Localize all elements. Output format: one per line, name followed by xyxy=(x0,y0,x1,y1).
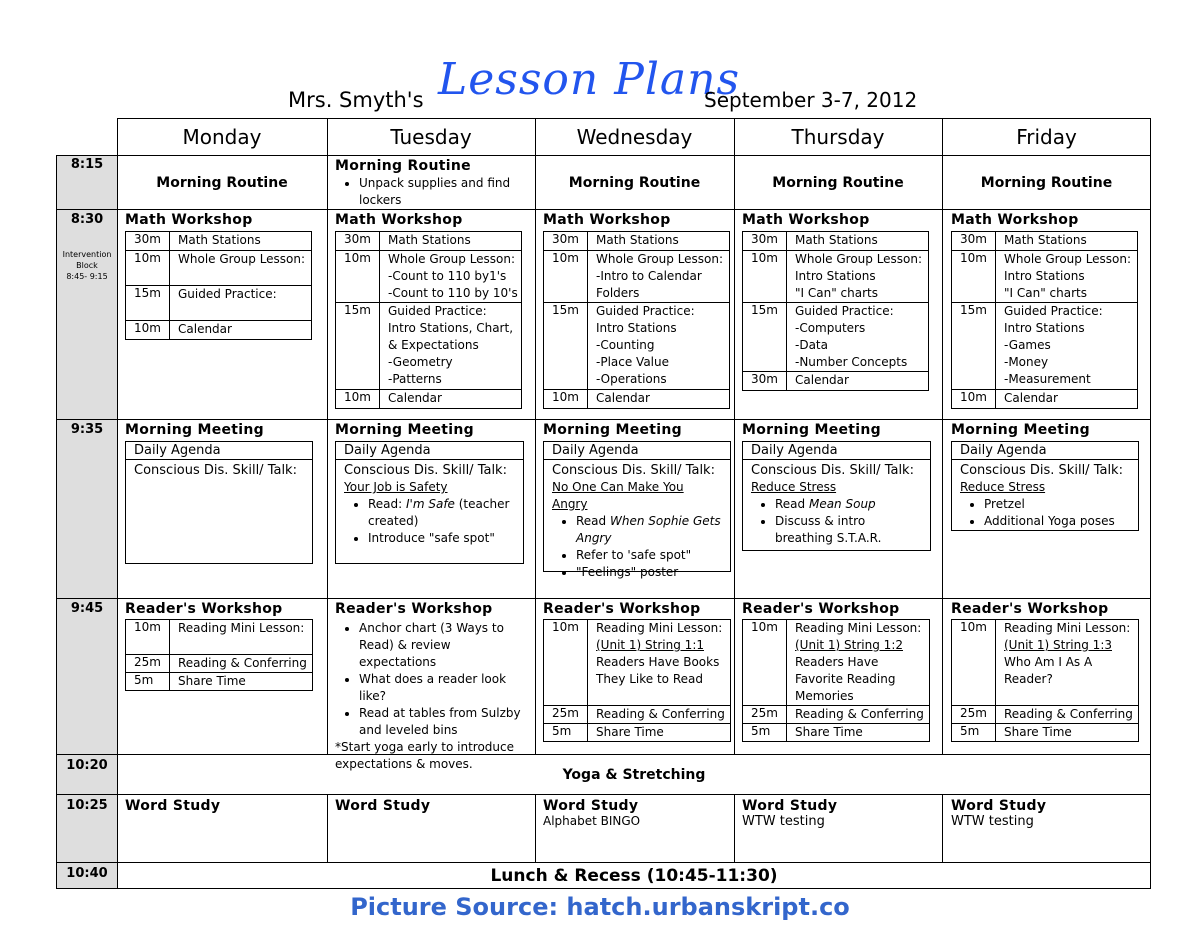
reader-heading-monday: Reader's Workshop xyxy=(125,601,283,617)
word-study-monday: Word Study xyxy=(125,798,221,814)
col-divider xyxy=(942,794,943,862)
day-friday: Friday xyxy=(1016,125,1077,149)
morning-routine-thursday: Morning Routine xyxy=(772,175,904,191)
lunch-recess: Lunch & Recess (10:45-11:30) xyxy=(490,866,778,886)
reader-table-thursday: 10m Reading Mini Lesson: (Unit 1) String 1:2 Readers Have Favorite Reading Memories 25m Reading & Conferring 5m Share Time xyxy=(742,619,930,742)
row-divider xyxy=(56,419,1151,420)
reader-notes-tuesday: • Anchor chart (3 Ways to Read) & review expectations • What does a reader look like? • Read at tables from Sulzby and leveled bins *Start yoga early to introduce expectations & moves. xyxy=(335,620,530,773)
col-divider xyxy=(734,794,735,862)
morning-routine-wednesday: Morning Routine xyxy=(568,175,701,191)
math-table-tuesday: 30m Math Stations 10m Whole Group Lesson: -Count to 110 by1's -Count to 110 by 10's 15m Guided Practice: Intro Stations, Chart, & Expectations -Geometry -Patterns 10m Calendar xyxy=(335,231,522,409)
col-divider xyxy=(327,794,328,862)
col-divider xyxy=(734,118,735,754)
week-dates: September 3-7, 2012 xyxy=(704,88,918,112)
meeting-box-monday: Daily Agenda Conscious Dis. Skill/ Talk: xyxy=(125,441,313,564)
time-label: 8:30 xyxy=(70,212,104,227)
reader-table-friday: 10m Reading Mini Lesson: (Unit 1) String 1:3 Who Am I As A Reader? 25m Reading & Conferring 5m Share Time xyxy=(951,619,1139,742)
time-label: 8:15 xyxy=(70,157,104,172)
morning-routine-tuesday: Morning Routine • Unpack supplies and find lockers xyxy=(335,158,530,209)
row-divider xyxy=(56,209,1151,210)
row-divider xyxy=(56,862,1151,863)
col-divider xyxy=(327,118,328,754)
morning-routine-friday: Morning Routine xyxy=(980,175,1113,191)
row-divider xyxy=(56,754,1151,755)
day-monday: Monday xyxy=(182,125,262,149)
math-heading-monday: Math Workshop xyxy=(125,212,253,228)
day-tuesday: Tuesday xyxy=(390,125,472,149)
math-heading-tuesday: Math Workshop xyxy=(335,212,463,228)
yoga-stretching: Yoga & Stretching xyxy=(562,767,706,783)
day-thursday: Thursday xyxy=(791,125,885,149)
math-table-thursday: 30m Math Stations 10m Whole Group Lesson: Intro Stations "I Can" charts 15m Guided Practice: -Computers -Data -Number Concepts 30m Calendar xyxy=(742,231,929,391)
intervention-label: Intervention Block 8:45- 9:15 xyxy=(62,250,112,281)
reader-heading-wednesday: Reader's Workshop xyxy=(543,601,701,617)
meeting-box-thursday: Daily Agenda Conscious Dis. Skill/ Talk: Reduce Stress • Read Mean Soup • Discuss & intro breathing S.T.A.R. xyxy=(742,441,931,551)
picture-source: Picture Source: hatch.urbanskript.co xyxy=(350,893,850,921)
time-label: 10:25 xyxy=(66,798,108,813)
math-table-monday: 30m Math Stations 10m Whole Group Lesson: 15m Guided Practice: 10m Calendar xyxy=(125,231,312,340)
time-label: 10:40 xyxy=(66,866,108,881)
math-table-wednesday: 30m Math Stations 10m Whole Group Lesson: -Intro to Calendar Folders 15m Guided Practice: Intro Stations -Counting -Place Value -Operations 10m Calendar xyxy=(543,231,730,409)
time-label: 10:20 xyxy=(66,758,108,773)
meeting-box-friday: Daily Agenda Conscious Dis. Skill/ Talk: Reduce Stress • Pretzel • Additional Yoga poses xyxy=(951,441,1139,531)
word-study-wednesday: Word Study Alphabet BINGO xyxy=(543,798,641,828)
meeting-heading-thursday: Morning Meeting xyxy=(742,422,881,438)
meeting-box-wednesday: Daily Agenda Conscious Dis. Skill/ Talk: No One Can Make You Angry • Read When Sophie Gets Angry • Refer to 'safe spot" • "Feelings" poster xyxy=(543,441,731,572)
word-study-friday: Word Study WTW testing xyxy=(951,798,1047,829)
reader-table-monday: 10m Reading Mini Lesson: 25m Reading & Conferring 5m Share Time xyxy=(125,619,313,691)
meeting-box-tuesday: Daily Agenda Conscious Dis. Skill/ Talk: Your Job is Safety • Read: I'm Safe (teacher created) • Introduce "safe spot" xyxy=(335,441,524,564)
word-study-thursday: Word Study WTW testing xyxy=(742,798,838,829)
math-heading-friday: Math Workshop xyxy=(951,212,1079,228)
meeting-heading-tuesday: Morning Meeting xyxy=(335,422,474,438)
reader-table-wednesday: 10m Reading Mini Lesson: (Unit 1) String 1:1 Readers Have Books They Like to Read 25m Reading & Conferring 5m Share Time xyxy=(543,619,731,742)
time-label: 9:35 xyxy=(70,422,104,437)
reader-heading-friday: Reader's Workshop xyxy=(951,601,1109,617)
page-title: Lesson Plans xyxy=(438,54,741,105)
row-divider xyxy=(56,598,1151,599)
math-heading-wednesday: Math Workshop xyxy=(543,212,671,228)
meeting-heading-monday: Morning Meeting xyxy=(125,422,264,438)
day-wednesday: Wednesday xyxy=(576,125,693,149)
meeting-heading-wednesday: Morning Meeting xyxy=(543,422,682,438)
time-label: 9:45 xyxy=(70,601,104,616)
math-table-friday: 30m Math Stations 10m Whole Group Lesson: Intro Stations "I Can" charts 15m Guided Practice: Intro Stations -Games -Money -Measurement 10m Calendar xyxy=(951,231,1138,409)
word-study-tuesday: Word Study xyxy=(335,798,431,814)
reader-heading-thursday: Reader's Workshop xyxy=(742,601,900,617)
morning-routine-monday: Morning Routine xyxy=(156,175,288,191)
row-divider xyxy=(56,794,1151,795)
col-divider xyxy=(942,118,943,754)
math-heading-thursday: Math Workshop xyxy=(742,212,870,228)
teacher-name: Mrs. Smyth's xyxy=(288,88,424,112)
col-divider xyxy=(535,118,536,754)
meeting-heading-friday: Morning Meeting xyxy=(951,422,1090,438)
reader-heading-tuesday: Reader's Workshop xyxy=(335,601,493,617)
col-divider xyxy=(535,794,536,862)
